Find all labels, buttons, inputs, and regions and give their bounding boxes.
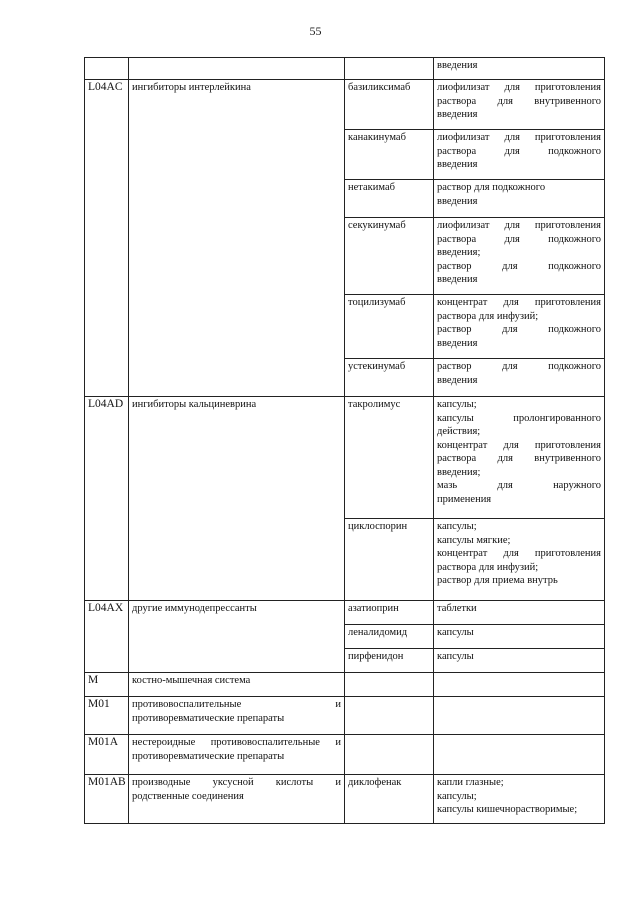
form-line: раствора для подкожного: [437, 233, 601, 245]
atc-code-cell: L04AD: [85, 397, 129, 601]
group-line: противоревматические препараты: [132, 750, 285, 762]
group-cell: другие иммунодепрессанты: [129, 601, 345, 673]
drug-cell: нетакимаб: [345, 180, 434, 218]
form-cell: [434, 775, 605, 824]
drug-cell: циклоспорин: [345, 519, 434, 601]
form-cell: [434, 295, 605, 359]
drug-cell: [345, 673, 434, 697]
group-cell: [129, 775, 345, 824]
form-line: введения: [437, 274, 478, 285]
form-cell: [434, 625, 605, 649]
atc-code-cell: L04AC: [85, 80, 129, 397]
form-cell: [434, 519, 605, 601]
form-line: таблетки: [437, 603, 477, 614]
page-number: 55: [309, 24, 322, 38]
form-cell: [434, 218, 605, 295]
form-line: введения: [437, 374, 478, 386]
group-line: нестероидные противовоспалительные и: [132, 737, 341, 748]
table-row: [85, 397, 605, 519]
form-line: раствор для подкожного: [437, 182, 546, 193]
form-line: введения;: [437, 466, 481, 478]
form-line: капсулы;: [437, 521, 477, 532]
form-line: капсулы: [437, 651, 474, 662]
group-cell: [129, 735, 345, 775]
form-line: применения: [437, 493, 492, 505]
form-line: раствора для инфузий;: [437, 310, 539, 322]
form-line: капсулы: [437, 627, 474, 638]
form-line: раствора для внутривенного: [437, 95, 601, 107]
drug-cell: базиликсимаб: [345, 80, 434, 130]
drug-cell: азатиоприн: [345, 601, 434, 625]
table-row: [85, 697, 605, 735]
form-line: введения: [437, 195, 478, 207]
group-line: противовоспалительные и: [132, 699, 341, 710]
form-line: мазь для наружного: [437, 480, 601, 491]
form-cell: [434, 735, 605, 775]
form-line: введения: [437, 60, 478, 71]
form-line: раствор для приема внутрь: [437, 575, 558, 586]
table-row: [85, 735, 605, 775]
form-line: концентрат для приготовления: [437, 548, 601, 559]
form-line: концентрат для приготовления: [437, 297, 601, 308]
atc-code-cell: M01: [85, 697, 129, 735]
atc-code-cell: [85, 58, 129, 80]
atc-code-cell: M01AB: [85, 775, 129, 824]
atc-code-cell: L04AX: [85, 601, 129, 673]
drug-cell: леналидомид: [345, 625, 434, 649]
drug-cell: пирфенидон: [345, 649, 434, 673]
group-line: костно-мышечная система: [132, 675, 251, 686]
group-line: родственные соединения: [132, 790, 244, 802]
form-line: раствора для внутривенного: [437, 453, 601, 464]
form-line: раствор для подкожного: [437, 260, 601, 272]
group-cell: ингибиторы кальциневрина: [129, 397, 345, 601]
table-row: [85, 673, 605, 697]
drug-cell: [345, 697, 434, 735]
group-line: противоревматические препараты: [132, 712, 285, 724]
drug-cell: [345, 735, 434, 775]
table-row: [85, 58, 605, 80]
drug-cell: [345, 58, 434, 80]
form-line: капсулы;: [437, 790, 477, 802]
form-cell: [434, 359, 605, 397]
drug-cell: канакинумаб: [345, 130, 434, 180]
form-cell: [434, 673, 605, 697]
atc-code-cell: M: [85, 673, 129, 697]
form-line: капсулы мягкие;: [437, 534, 511, 546]
form-line: раствора для подкожного: [437, 145, 601, 157]
drug-cell: такролимус: [345, 397, 434, 519]
form-cell: [434, 58, 605, 80]
drug-cell: диклофенак: [345, 775, 434, 824]
form-line: введения: [437, 337, 478, 349]
form-cell: [434, 697, 605, 735]
table-row: [85, 775, 605, 824]
drug-cell: устекинумаб: [345, 359, 434, 397]
form-line: действия;: [437, 426, 481, 437]
form-line: концентрат для приготовления: [437, 439, 601, 451]
form-line: раствор для подкожного: [437, 324, 601, 335]
form-cell: [434, 397, 605, 519]
drug-cell: секукинумаб: [345, 218, 434, 295]
drug-cell: тоцилизумаб: [345, 295, 434, 359]
group-cell: [129, 673, 345, 697]
table-row: [85, 80, 605, 130]
atc-code-cell: M01A: [85, 735, 129, 775]
drug-table: [84, 57, 605, 824]
form-cell: [434, 130, 605, 180]
form-cell: [434, 649, 605, 673]
group-line: производные уксусной кислоты и: [132, 777, 341, 788]
table-row: [85, 601, 605, 625]
form-line: раствор для подкожного: [437, 361, 601, 372]
form-line: капсулы кишечнорастворимые;: [437, 804, 578, 815]
form-line: капли глазные;: [437, 777, 504, 788]
form-line: введения: [437, 159, 478, 170]
form-line: лиофилизат для приготовления: [437, 220, 601, 231]
form-line: капсулы;: [437, 399, 477, 410]
form-cell: [434, 601, 605, 625]
form-line: введения;: [437, 247, 481, 258]
group-cell: ингибиторы интерлейкина: [129, 80, 345, 397]
form-cell: [434, 180, 605, 218]
form-line: раствора для инфузий;: [437, 561, 539, 573]
form-line: введения: [437, 109, 478, 120]
group-cell: [129, 58, 345, 80]
form-cell: [434, 80, 605, 130]
form-line: капсулы пролонгированного: [437, 412, 601, 424]
form-line: лиофилизат для приготовления: [437, 82, 601, 93]
group-cell: [129, 697, 345, 735]
form-line: лиофилизат для приготовления: [437, 132, 601, 143]
